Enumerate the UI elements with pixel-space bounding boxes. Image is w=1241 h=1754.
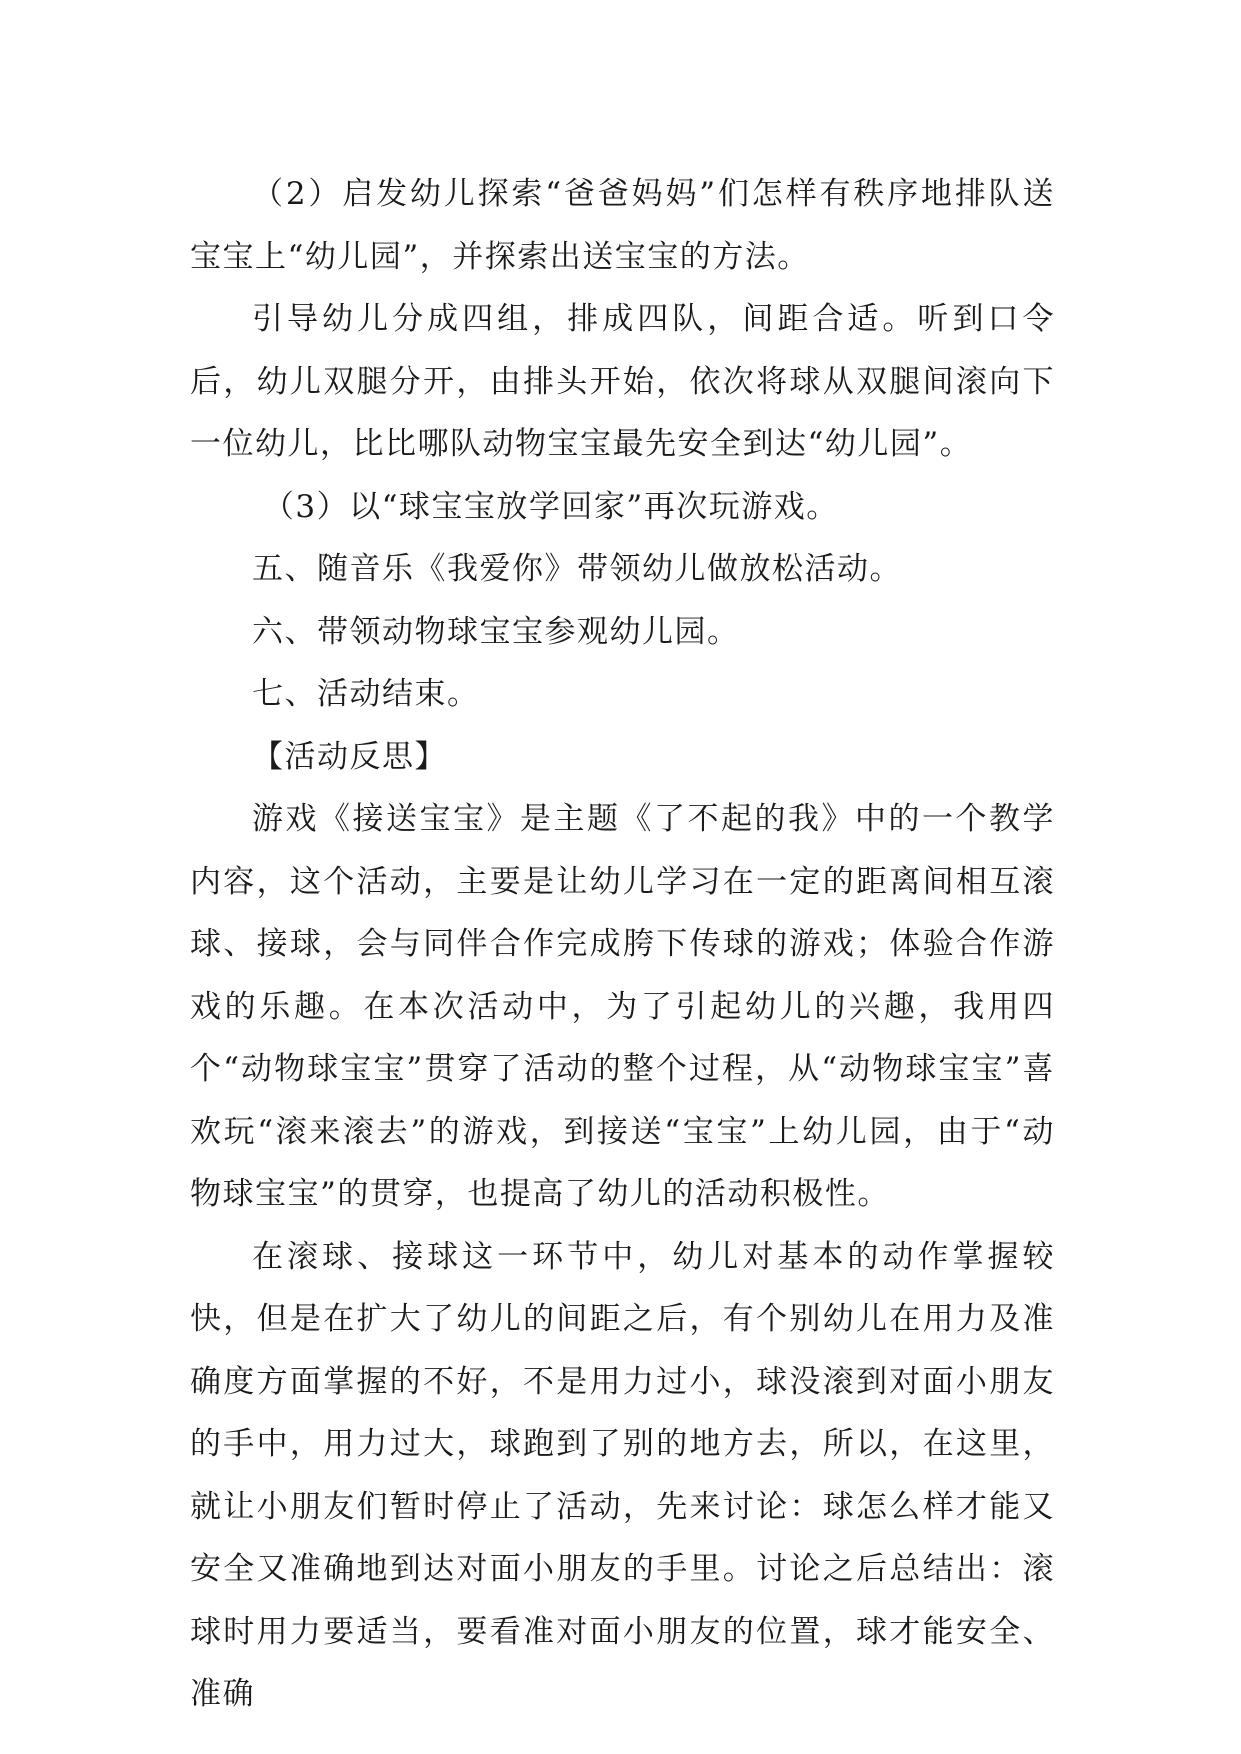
paragraph-reflection-detail: 在滚球、接球这一环节中，幼儿对基本的动作掌握较快，但是在扩大了幼儿的间距之后，有个别幼儿在用力及准确度方面掌握的不好，不是用力过小，球没滚到对面小朋友的手中，用力过大，球跑到了别的地方去，所以，在这里，就让小朋友们暂时停止了活动，先来讨论：球怎么样才能又安全又准确地到达对面小朋友的手里。讨论之后总结出：滚球时用力要适当，要看准对面小朋友的位置，球才能安全、准确 [190, 1238, 1055, 1712]
paragraph-explore-method: （2）启发幼儿探索“爸爸妈妈”们怎样有秩序地排队送宝宝上“幼儿园”，并探索出送宝宝的方法。 [190, 176, 1055, 275]
paragraph-group-instructions: 引导幼儿分成四组，排成四队，间距合适。听到口令后，幼儿双腿分开，由排头开始，依次将球从双腿间滚向下一位幼儿，比比哪队动物宝宝最先安全到达“幼儿园”。 [190, 301, 1055, 462]
document-body [190, 163, 1055, 1726]
paragraph-step-five: 五、随音乐《我爱你》带领幼儿做放松活动。 [252, 551, 902, 587]
paragraph-replay-game: （3）以“球宝宝放学回家”再次玩游戏。 [262, 488, 839, 525]
section-heading-reflection: 【活动反思】 [252, 738, 447, 775]
paragraph-step-six: 六、带领动物球宝宝参观幼儿园。 [252, 613, 740, 650]
paragraph-step-seven: 七、活动结束。 [252, 676, 480, 712]
paragraph-reflection-intro: 游戏《接送宝宝》是主题《了不起的我》中的一个教学内容，这个活动，主要是让幼儿学习在一定的距离间相互滚球、接球，会与同伴合作完成胯下传球的游戏；体验合作游戏的乐趣。在本次活动中，为了引起幼儿的兴趣，我用四个“动物球宝宝”贯穿了活动的整个过程，从“动物球宝宝”喜欢玩“滚来滚去”的游戏，到接送“宝宝”上幼儿园，由于“动物球宝宝”的贯穿，也提高了幼儿的活动积极性。 [190, 801, 1055, 1212]
